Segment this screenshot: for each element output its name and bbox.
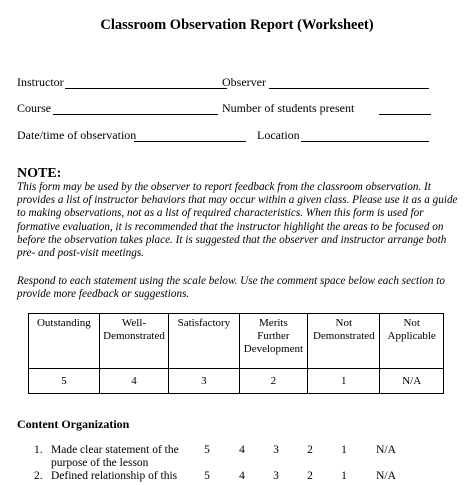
- item-text: Made clear statement of the purpose of the lesson: [51, 444, 179, 469]
- instructor-field[interactable]: [65, 88, 227, 89]
- num-students-field[interactable]: [379, 114, 431, 115]
- score-option[interactable]: 4: [239, 470, 245, 482]
- score-option[interactable]: 5: [204, 444, 210, 456]
- score-option[interactable]: 3: [273, 470, 279, 482]
- scale-value-cell: 4: [99, 369, 169, 394]
- observer-label: Observer: [222, 75, 266, 89]
- location-label: Location: [257, 128, 300, 142]
- scale-header-cell: Not Demonstrated: [308, 314, 380, 369]
- location-field[interactable]: [301, 141, 429, 142]
- course-label: Course: [17, 101, 51, 115]
- scale-header-cell: Outstanding: [29, 314, 100, 369]
- score-option[interactable]: 1: [341, 470, 347, 482]
- item-text: Defined relationship of this: [51, 470, 178, 482]
- item-number: 1.: [34, 444, 43, 456]
- rating-scale-table: [28, 313, 444, 394]
- num-students-label: Number of students present: [222, 101, 355, 115]
- scale-value-cell: 3: [169, 369, 239, 394]
- scale-header-cell: Satisfactory: [169, 314, 239, 369]
- item-number: 2.: [34, 470, 43, 482]
- scale-value-cell: N/A: [380, 369, 444, 394]
- score-option[interactable]: 3: [273, 444, 279, 456]
- scale-header-cell: Merits Further Development: [239, 314, 308, 369]
- course-field[interactable]: [53, 114, 218, 115]
- scale-value-cell: 2: [239, 369, 308, 394]
- instructor-label: Instructor: [17, 75, 64, 89]
- scale-value-cell: 5: [29, 369, 100, 394]
- score-option[interactable]: 5: [204, 470, 210, 482]
- datetime-label: Date/time of observation: [17, 128, 137, 142]
- note-instruction: Respond to each statement using the scale below. Use the comment space below each section to provide more feedback or suggestions.: [17, 275, 445, 301]
- score-option[interactable]: 1: [341, 444, 347, 456]
- scale-header-row: [29, 314, 444, 369]
- datetime-field[interactable]: [134, 141, 246, 142]
- score-option[interactable]: N/A: [376, 444, 396, 456]
- score-option[interactable]: 4: [239, 444, 245, 456]
- scale-value-cell: 1: [308, 369, 380, 394]
- observer-field[interactable]: [269, 88, 429, 89]
- note-heading: NOTE:: [17, 166, 62, 181]
- section-heading: Content Organization: [17, 417, 130, 431]
- page-title: Classroom Observation Report (Worksheet): [100, 17, 374, 33]
- scale-header-cell: Well-Demonstrated: [99, 314, 169, 369]
- score-option[interactable]: 2: [307, 470, 313, 482]
- scale-header-cell: Not Applicable: [380, 314, 444, 369]
- scale-values-row: [29, 369, 444, 394]
- note-body: This form may be used by the observer to report feedback from the classroom observation. It provides a list of instructor behaviors that may occur within a given class. Please use it as a guide to making observations, not as a list of required characteristics. When this form is used for formative evaluation, it is recommended that the instructor highlight the areas to be focused on before the observation takes place. It is suggested that the observer and instructor arrange both pre- and post-visit meetings.: [17, 181, 458, 260]
- score-option[interactable]: N/A: [376, 470, 396, 482]
- score-option[interactable]: 2: [307, 444, 313, 456]
